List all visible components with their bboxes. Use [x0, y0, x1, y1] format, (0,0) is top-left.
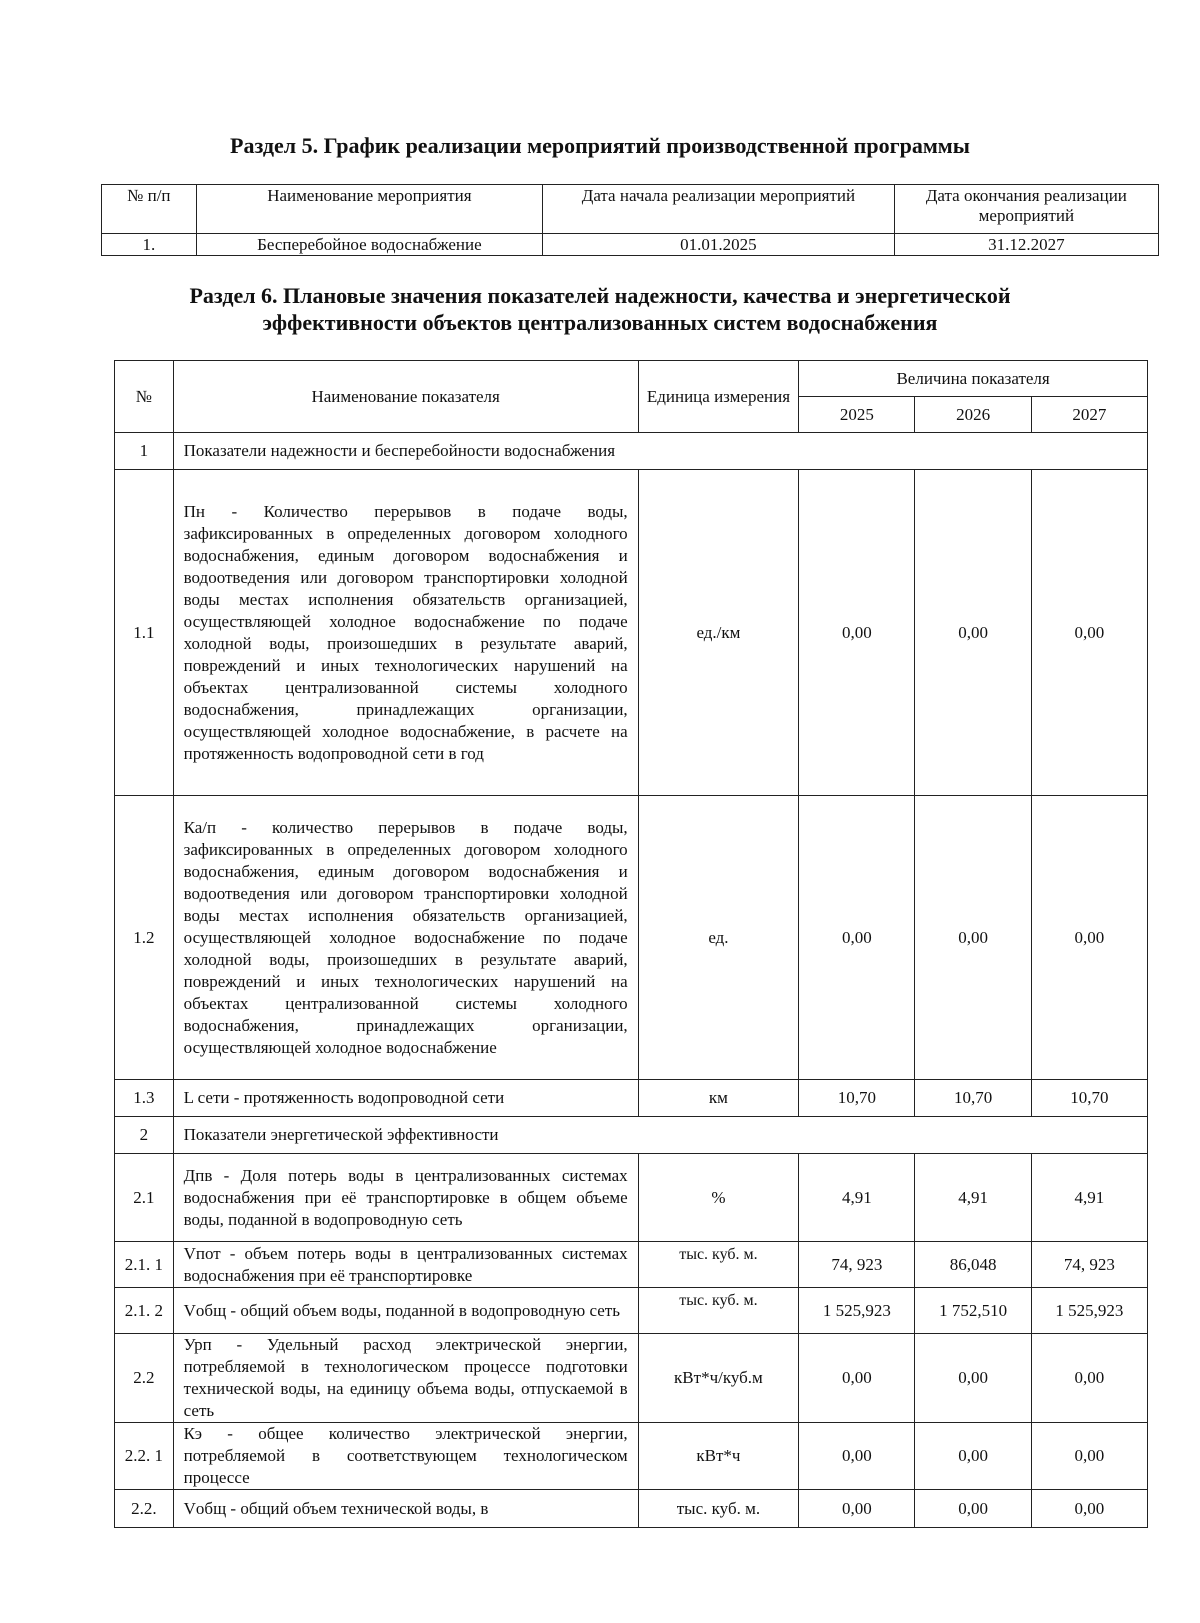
table-row [102, 234, 1159, 256]
row-value-2027: 0,00 [1031, 1490, 1147, 1528]
table-header-row [115, 361, 1148, 397]
row-value-2027: 0,00 [1031, 796, 1147, 1080]
table-row [115, 1490, 1148, 1528]
section6-title-line2: эффективности объектов централизованных систем водоснабжения [262, 310, 938, 335]
row-unit: тыс. куб. м. [638, 1490, 799, 1528]
row-no: 2.2 [115, 1334, 174, 1423]
header-no: № п/п [102, 185, 197, 234]
row-indicator-name: L сети - протяженность водопроводной сети [173, 1080, 638, 1117]
row-value-2026: 10,70 [915, 1080, 1031, 1117]
row-value-2025: 0,00 [799, 470, 915, 796]
row-value-2027: 1 525,923 [1031, 1288, 1147, 1334]
row-no: 1.1 [115, 470, 174, 796]
row-unit: кВт*ч/куб.м [638, 1334, 799, 1423]
row-value-2026: 1 752,510 [915, 1288, 1031, 1334]
row-indicator-name: Кэ - общее количество электрической энергии, потребляемой в соответствующем технологическом процессе [173, 1423, 638, 1490]
row-no: 1.3 [115, 1080, 174, 1117]
section6-title [100, 282, 1100, 336]
table-row [115, 1288, 1148, 1334]
row-value-2027: 4,91 [1031, 1154, 1147, 1242]
row-indicator-name: Vобщ - общий объем технической воды, в [173, 1490, 638, 1528]
row-unit: ед. [638, 796, 799, 1080]
table-row [115, 1242, 1148, 1288]
table-row [115, 1154, 1148, 1242]
row-no: 2.2. [115, 1490, 174, 1528]
row-value-2025: 1 525,923 [799, 1288, 915, 1334]
row-value-2025: 0,00 [799, 1423, 915, 1490]
section6-title-line1: Раздел 6. Плановые значения показателей надежности, качества и энергетической [189, 283, 1011, 308]
header-measure-name: Наименование мероприятия [196, 185, 542, 234]
header-unit: Единица измерения [638, 361, 799, 433]
row-value-2027: 0,00 [1031, 470, 1147, 796]
table-row [115, 470, 1148, 796]
header-year-2025: 2025 [799, 397, 915, 433]
table-group-row [115, 1117, 1148, 1154]
row-no: 2.2. 1 [115, 1423, 174, 1490]
row-no: 2 [115, 1117, 174, 1154]
row-value-2026: 4,91 [915, 1154, 1031, 1242]
table-header-row [102, 185, 1159, 234]
table-group-row [115, 433, 1148, 470]
table-row [115, 796, 1148, 1080]
row-value-2027: 74, 923 [1031, 1242, 1147, 1288]
header-indicator-name: Наименование показателя [173, 361, 638, 433]
row-no: 1 [115, 433, 174, 470]
header-value: Величина показателя [799, 361, 1148, 397]
row-unit: тыс. куб. м. [638, 1288, 799, 1334]
row-no: 1.2 [115, 796, 174, 1080]
header-end-date: Дата окончания реализации мероприятий [894, 185, 1158, 234]
row-unit: % [638, 1154, 799, 1242]
row-indicator-name: Ка/п - количество перерывов в подаче воды, зафиксированных в определенных договором холодного водоснабжения, единым договором водоснабжения и водоотведения или договором транспортировки холодной воды местах исполнения обязательств организацией, осуществляющей холодное водоснабжение по подаче холодной воды, произошедших в результате аварий, повреждений и иных технологических нарушений на объектах централизованной системы холодного водоснабжения, принадлежащих организации, осуществляющей холодное водоснабжение [173, 796, 638, 1080]
header-start-date: Дата начала реализации мероприятий [543, 185, 895, 234]
row-value-2027: 0,00 [1031, 1334, 1147, 1423]
row-value-2026: 0,00 [915, 1423, 1031, 1490]
row-indicator-name: Vпот - объем потерь воды в централизованных системах водоснабжения при её транспортировке [173, 1242, 638, 1288]
row-group-name: Показатели надежности и бесперебойности водоснабжения [173, 433, 1147, 470]
header-year-2026: 2026 [915, 397, 1031, 433]
row-value-2026: 0,00 [915, 470, 1031, 796]
row-indicator-name: Урп - Удельный расход электрической энергии, потребляемой в технологическом процессе подготовки технической воды, на единицу объема воды, отпускаемой в сеть [173, 1334, 638, 1423]
row-start-date: 01.01.2025 [543, 234, 895, 256]
row-indicator-name: Пн - Количество перерывов в подаче воды, зафиксированных в определенных договором холодного водоснабжения, единым договором водоснабжения и водоотведения или договором транспортировки холодной воды местах исполнения обязательств организацией, осуществляющей холодное водоснабжение по подаче холодной воды, произошедших в результате аварий, повреждений и иных технологических нарушений на объектах централизованной системы холодного водоснабжения, принадлежащих организации, осуществляющей холодное водоснабжение, в расчете на протяженность водопроводной сети в год [173, 470, 638, 796]
row-unit: тыс. куб. м. [638, 1242, 799, 1288]
row-value-2026: 86,048 [915, 1242, 1031, 1288]
section5-table [101, 184, 1159, 256]
row-value-2025: 0,00 [799, 796, 915, 1080]
header-no: № [115, 361, 174, 433]
row-measure-name: Бесперебойное водоснабжение [196, 234, 542, 256]
section5-title: Раздел 5. График реализации мероприятий производственной программы [230, 133, 970, 158]
row-value-2025: 4,91 [799, 1154, 915, 1242]
row-value-2025: 74, 923 [799, 1242, 915, 1288]
row-value-2026: 0,00 [915, 1490, 1031, 1528]
row-value-2025: 0,00 [799, 1334, 915, 1423]
row-no: 2.1. 2 [115, 1288, 174, 1334]
section6-table [114, 360, 1148, 1528]
row-no: 1. [102, 234, 197, 256]
row-group-name: Показатели энергетической эффективности [173, 1117, 1147, 1154]
row-unit: км [638, 1080, 799, 1117]
row-no: 2.1 [115, 1154, 174, 1242]
row-indicator-name: Vобщ - общий объем воды, поданной в водопроводную сеть [173, 1288, 638, 1334]
header-year-2027: 2027 [1031, 397, 1147, 433]
table-row [115, 1423, 1148, 1490]
row-value-2025: 10,70 [799, 1080, 915, 1117]
row-unit: кВт*ч [638, 1423, 799, 1490]
table-row [115, 1334, 1148, 1423]
row-value-2025: 0,00 [799, 1490, 915, 1528]
row-value-2026: 0,00 [915, 1334, 1031, 1423]
row-indicator-name: Дпв - Доля потерь воды в централизованных системах водоснабжения при её транспортировке в общем объеме воды, поданной в водопроводную сеть [173, 1154, 638, 1242]
row-unit: ед./км [638, 470, 799, 796]
row-value-2027: 0,00 [1031, 1423, 1147, 1490]
table-row [115, 1080, 1148, 1117]
row-end-date: 31.12.2027 [894, 234, 1158, 256]
row-value-2027: 10,70 [1031, 1080, 1147, 1117]
row-no: 2.1. 1 [115, 1242, 174, 1288]
row-value-2026: 0,00 [915, 796, 1031, 1080]
